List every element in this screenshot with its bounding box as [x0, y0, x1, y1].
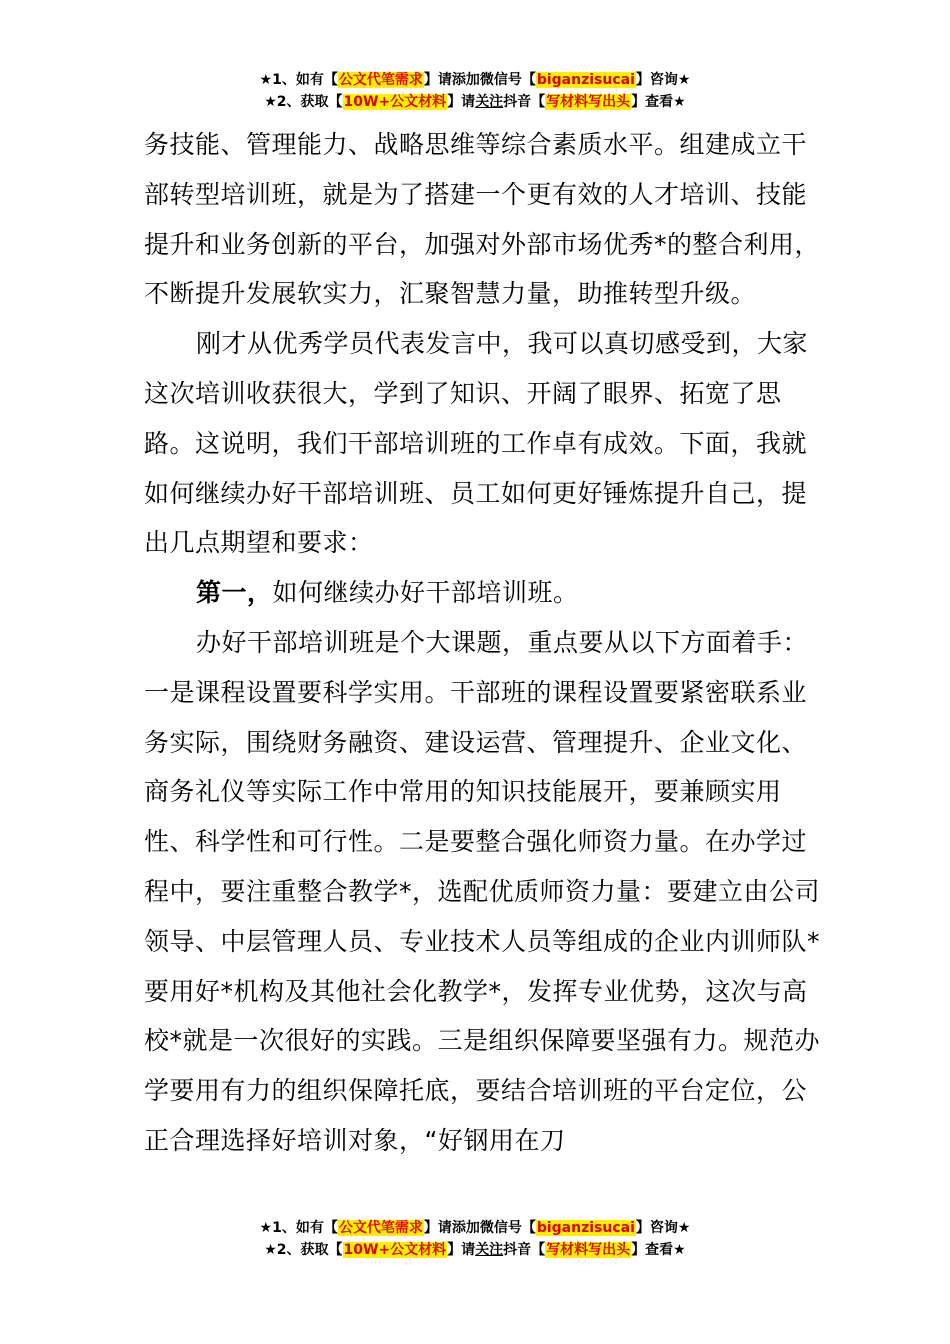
banner-text: ★1、如有【: [259, 72, 338, 88]
banner-highlight: 10W+公文材料: [343, 94, 447, 110]
banner-line-1: [0, 1217, 950, 1239]
banner-highlight: 写材料写出头: [546, 1242, 631, 1258]
banner-highlight: 公文代笔需求: [338, 1220, 423, 1236]
banner-highlight: biganzisucai: [536, 72, 635, 88]
banner-line-2: [0, 91, 950, 113]
heading-text: 如何继续办好干部培训班。: [272, 578, 579, 608]
banner-text: 】查看★: [631, 1242, 686, 1258]
banner-text: 】咨询★: [635, 1220, 691, 1236]
banner-text: 关注: [475, 1242, 504, 1258]
banner-highlight: 10W+公文材料: [343, 1242, 447, 1258]
banner-line-2: [0, 1239, 950, 1261]
banner-text: 抖音【: [503, 1242, 546, 1258]
banner-text: 】请添加: [423, 1220, 480, 1236]
banner-text: 】请: [447, 94, 476, 110]
banner-text: 】请: [447, 1242, 476, 1258]
banner-text: 【: [521, 72, 536, 88]
banner-text: 关注: [475, 94, 504, 110]
banner-text: ★1、如有【: [259, 1220, 338, 1236]
banner-text: 】查看★: [631, 94, 686, 110]
paragraph-1: 务技能、管理能力、战略思维等综合素质水平。组建成立干部转型培训班，就是为了搭建一个更有效的人才培训、技能提升和业务创新的平台，加强对外部市场优秀*的整合利用，不断提升发展软实力，汇聚智慧力量，助推转型升级。: [144, 130, 821, 309]
header-banner: [0, 69, 950, 113]
banner-text: 】请添加: [423, 72, 480, 88]
footer-banner: [0, 1217, 950, 1261]
paragraph-2: 刚才从优秀学员代表发言中，我可以真切感受到，大家这次培训收获很大，学到了知识、开阔了眼界、拓宽了思路。这说明，我们干部培训班的工作卓有成效。下面，我就如何继续办好干部培训班、员工如何更好锤炼提升自己，提出几点期望和要求：: [144, 329, 809, 558]
banner-text: 微信号: [479, 1220, 522, 1236]
paragraph-4: 办好干部培训班是个大课题，重点要从以下方面着手：一是课程设置要科学实用。干部班的课程设置要紧密联系业务实际，围绕财务融资、建设运营、管理提升、企业文化、商务礼仪等实际工作中常用的知识技能展开，要兼顾实用性、科学性和可行性。二是要整合强化师资力量。在办学过程中，要注重整合教学*，选配优质师资力量：要建立由公司领导、中层管理人员、专业技术人员等组成的企业内训师队*要用好*机构及其他社会化教学*，发挥专业优势，这次与高校*就是一次很好的实践。三是组织保障要坚强有力。规范办学要用有力的组织保障托底，要结合培训班的平台定位，公正合理选择好培训对象，“好钢用在刀: [144, 627, 821, 1155]
banner-line-1: [0, 69, 950, 91]
banner-text: ★2、获取【: [264, 1242, 343, 1258]
banner-highlight: 公文代笔需求: [338, 72, 423, 88]
banner-text: 】咨询★: [635, 72, 691, 88]
banner-text: ★2、获取【: [264, 94, 343, 110]
banner-text: 【: [521, 1220, 536, 1236]
document-body: [144, 120, 824, 1166]
banner-highlight: biganzisucai: [536, 1220, 635, 1236]
banner-highlight: 写材料写出头: [546, 94, 631, 110]
heading-ordinal: 第一，: [196, 578, 273, 608]
section-heading: [144, 568, 824, 618]
banner-text: 抖音【: [503, 94, 546, 110]
banner-text: 微信号: [479, 72, 522, 88]
